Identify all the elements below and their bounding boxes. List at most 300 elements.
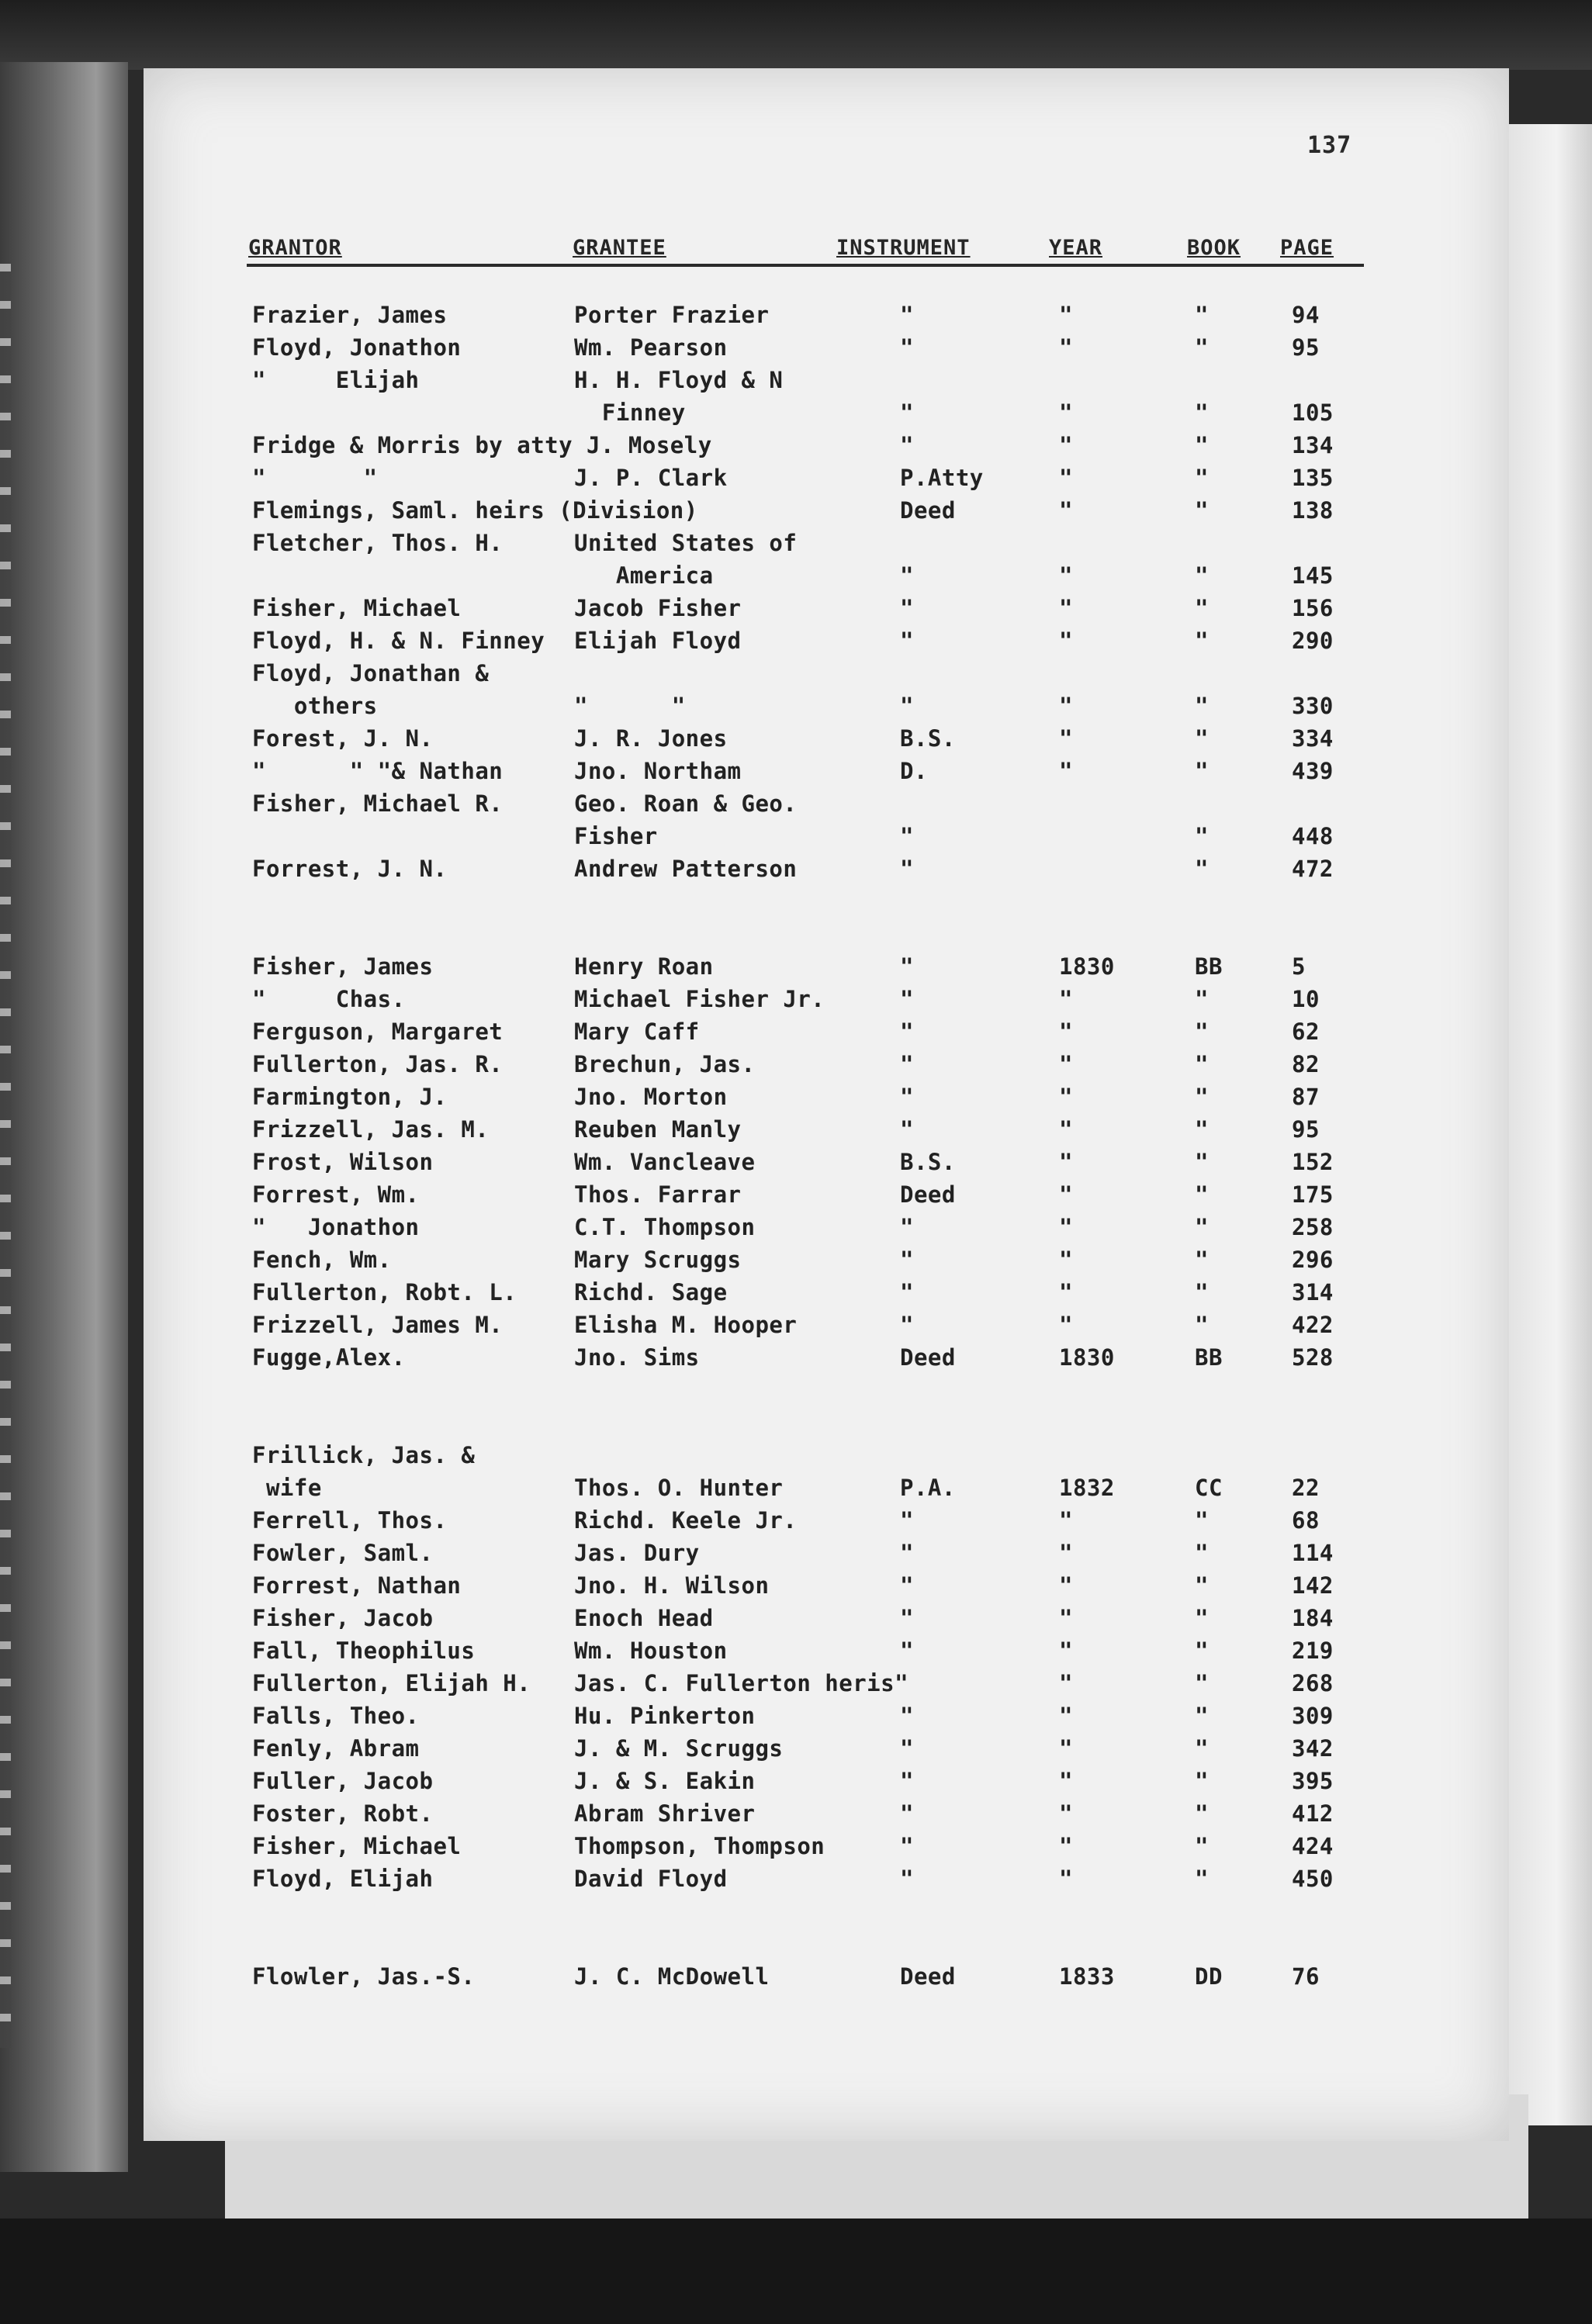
- cell-grantee: Elisha M. Hooper: [574, 1312, 798, 1338]
- table-row: [0, 1146, 1592, 1178]
- cell-page: 258: [1292, 1214, 1334, 1240]
- cell-grantee: David Floyd: [574, 1866, 728, 1892]
- cell-instrument: ": [900, 1866, 914, 1892]
- cell-book: ": [1195, 497, 1209, 524]
- cell-year: ": [1059, 1312, 1073, 1338]
- cell-book: ": [1195, 1279, 1209, 1306]
- cell-page: 175: [1292, 1181, 1334, 1208]
- cell-book: ": [1195, 1605, 1209, 1631]
- cell-instrument: Deed: [900, 1181, 956, 1208]
- cell-page: 68: [1292, 1507, 1320, 1534]
- cell-grantee: Abram Shriver: [574, 1800, 756, 1827]
- cell-page: 152: [1292, 1149, 1334, 1175]
- cell-grantee: United States of: [574, 530, 798, 556]
- cell-year: ": [1059, 986, 1073, 1012]
- cell-page: 134: [1292, 432, 1334, 458]
- cell-book: ": [1195, 1866, 1209, 1892]
- cell-book: ": [1195, 856, 1209, 882]
- cell-instrument: B.S.: [900, 1149, 956, 1175]
- cell-book: BB: [1195, 1344, 1223, 1371]
- cell-page: 219: [1292, 1638, 1334, 1664]
- cell-page: 448: [1292, 823, 1334, 849]
- cell-grantor: Fisher, Jacob: [252, 1605, 434, 1631]
- cell-book: ": [1195, 1833, 1209, 1859]
- cell-book: ": [1195, 432, 1209, 458]
- header-book: BOOK: [1187, 236, 1241, 260]
- cell-book: ": [1195, 725, 1209, 752]
- table-row: [0, 1015, 1592, 1048]
- cell-year: 1833: [1059, 1963, 1115, 1990]
- cell-grantor: Fullerton, Jas. R.: [252, 1051, 504, 1077]
- cell-grantor: Frizzell, James M.: [252, 1312, 504, 1338]
- cell-page: 472: [1292, 856, 1334, 882]
- cell-grantor: Floyd, Jonathon: [252, 334, 462, 361]
- cell-grantor: Frost, Wilson: [252, 1149, 434, 1175]
- cell-grantee: Jno. Morton: [574, 1084, 728, 1110]
- cell-grantor: " ": [252, 465, 378, 491]
- cell-book: ": [1195, 823, 1209, 849]
- table-row: [0, 1634, 1592, 1667]
- header-rule: [247, 264, 1364, 267]
- table-row: [0, 1960, 1592, 1993]
- cell-grantee: Thos. O. Hunter: [574, 1475, 784, 1501]
- cell-grantor: Fullerton, Robt. L.: [252, 1279, 517, 1306]
- table-row: [0, 462, 1592, 494]
- cell-grantee: H. H. Floyd & N: [574, 367, 784, 393]
- table-row: [0, 1211, 1592, 1243]
- cell-page: 314: [1292, 1279, 1334, 1306]
- cell-grantor: Fench, Wm.: [252, 1247, 392, 1273]
- cell-book: ": [1195, 1084, 1209, 1110]
- cell-page: 309: [1292, 1703, 1334, 1729]
- cell-grantee: J. R. Jones: [574, 725, 728, 752]
- table-row: [0, 1602, 1592, 1634]
- cell-instrument: ": [900, 823, 914, 849]
- film-border-top: [0, 0, 1592, 70]
- cell-grantor: Fletcher, Thos. H.: [252, 530, 504, 556]
- cell-instrument: B.S.: [900, 725, 956, 752]
- table-row: [0, 983, 1592, 1015]
- cell-year: ": [1059, 1279, 1073, 1306]
- cell-book: ": [1195, 1018, 1209, 1045]
- cell-year: ": [1059, 1149, 1073, 1175]
- cell-year: ": [1059, 1116, 1073, 1143]
- cell-year: ": [1059, 399, 1073, 426]
- cell-book: ": [1195, 1312, 1209, 1338]
- cell-book: ": [1195, 1149, 1209, 1175]
- cell-instrument: ": [900, 302, 914, 328]
- cell-grantee: Jas. Dury: [574, 1540, 700, 1566]
- table-row: [0, 1081, 1592, 1113]
- cell-grantor: Flemings, Saml. heirs (Division): [252, 497, 698, 524]
- cell-instrument: ": [900, 1800, 914, 1827]
- cell-grantor: Flowler, Jas.-S.: [252, 1963, 476, 1990]
- cell-book: ": [1195, 1800, 1209, 1827]
- cell-year: ": [1059, 758, 1073, 784]
- cell-year: ": [1059, 334, 1073, 361]
- cell-grantor: Floyd, Jonathan &: [252, 660, 490, 686]
- cell-book: ": [1195, 399, 1209, 426]
- cell-page: 114: [1292, 1540, 1334, 1566]
- cell-page: 424: [1292, 1833, 1334, 1859]
- table-row: [0, 722, 1592, 755]
- table-row: [0, 592, 1592, 624]
- table-row: [0, 429, 1592, 462]
- cell-grantor: Fridge & Morris by atty J. Mosely: [252, 432, 712, 458]
- cell-instrument: ": [900, 1540, 914, 1566]
- cell-page: 145: [1292, 562, 1334, 589]
- cell-book: ": [1195, 628, 1209, 654]
- cell-grantor: " " "& Nathan: [252, 758, 504, 784]
- cell-grantee: J. & S. Eakin: [574, 1768, 756, 1794]
- cell-book: ": [1195, 693, 1209, 719]
- cell-book: ": [1195, 1670, 1209, 1696]
- cell-grantee: J. & M. Scruggs: [574, 1735, 784, 1762]
- cell-grantor: Forrest, J. N.: [252, 856, 448, 882]
- cell-year: ": [1059, 1866, 1073, 1892]
- table-row: [0, 690, 1592, 722]
- cell-grantee: Reuben Manly: [574, 1116, 742, 1143]
- table-row: [0, 950, 1592, 983]
- cell-book: DD: [1195, 1963, 1223, 1990]
- table-row: [0, 1765, 1592, 1797]
- cell-grantee: Jas. C. Fullerton heris": [574, 1670, 909, 1696]
- table-row: [0, 299, 1592, 331]
- cell-grantee: Mary Scruggs: [574, 1247, 742, 1273]
- cell-book: ": [1195, 1540, 1209, 1566]
- cell-instrument: ": [900, 953, 914, 980]
- cell-book: ": [1195, 1572, 1209, 1599]
- cell-grantee: Wm. Vancleave: [574, 1149, 756, 1175]
- cell-page: 184: [1292, 1605, 1334, 1631]
- cell-book: ": [1195, 302, 1209, 328]
- cell-book: ": [1195, 1214, 1209, 1240]
- cell-instrument: ": [900, 1051, 914, 1077]
- cell-grantee: Porter Frazier: [574, 302, 770, 328]
- cell-page: 268: [1292, 1670, 1334, 1696]
- cell-grantee: " ": [574, 693, 686, 719]
- cell-book: ": [1195, 334, 1209, 361]
- cell-book: ": [1195, 1638, 1209, 1664]
- cell-grantor: Floyd, Elijah: [252, 1866, 434, 1892]
- cell-instrument: ": [900, 1507, 914, 1534]
- table-row: [0, 1472, 1592, 1504]
- table-row: [0, 331, 1592, 364]
- cell-instrument: ": [900, 1312, 914, 1338]
- cell-grantee: Elijah Floyd: [574, 628, 742, 654]
- cell-instrument: ": [900, 1605, 914, 1631]
- cell-instrument: ": [900, 986, 914, 1012]
- table-row: [0, 494, 1592, 527]
- cell-grantee: Enoch Head: [574, 1605, 714, 1631]
- cell-grantee: Geo. Roan & Geo.: [574, 790, 798, 817]
- cell-year: ": [1059, 1833, 1073, 1859]
- cell-book: CC: [1195, 1475, 1223, 1501]
- cell-grantor: Fisher, James: [252, 953, 434, 980]
- cell-instrument: D.: [900, 758, 928, 784]
- table-row: [0, 1243, 1592, 1276]
- table-row: [0, 624, 1592, 657]
- cell-book: ": [1195, 1051, 1209, 1077]
- table-row: [0, 1178, 1592, 1211]
- cell-grantee: J. C. McDowell: [574, 1963, 770, 1990]
- table-row: [0, 1700, 1592, 1732]
- cell-year: ": [1059, 1247, 1073, 1273]
- cell-grantor: Fullerton, Elijah H.: [252, 1670, 531, 1696]
- cell-page: 76: [1292, 1963, 1320, 1990]
- cell-instrument: ": [900, 399, 914, 426]
- cell-year: ": [1059, 302, 1073, 328]
- cell-book: ": [1195, 1247, 1209, 1273]
- cell-book: ": [1195, 1768, 1209, 1794]
- cell-grantee: Jno. Northam: [574, 758, 742, 784]
- cell-page: 296: [1292, 1247, 1334, 1273]
- table-row: [0, 852, 1592, 885]
- cell-grantor: Fisher, Michael R.: [252, 790, 504, 817]
- cell-year: ": [1059, 1214, 1073, 1240]
- cell-book: ": [1195, 562, 1209, 589]
- cell-book: ": [1195, 595, 1209, 621]
- cell-year: ": [1059, 1800, 1073, 1827]
- cell-year: ": [1059, 432, 1073, 458]
- cell-year: ": [1059, 628, 1073, 654]
- cell-book: ": [1195, 1735, 1209, 1762]
- cell-grantor: Fisher, Michael: [252, 1833, 462, 1859]
- cell-page: 412: [1292, 1800, 1334, 1827]
- cell-grantor: Forrest, Nathan: [252, 1572, 462, 1599]
- table-row: [0, 1341, 1592, 1374]
- cell-grantor: Frizzell, Jas. M.: [252, 1116, 490, 1143]
- cell-year: 1830: [1059, 1344, 1115, 1371]
- cell-page: 422: [1292, 1312, 1334, 1338]
- cell-instrument: Deed: [900, 497, 956, 524]
- cell-page: 395: [1292, 1768, 1334, 1794]
- cell-instrument: ": [900, 1247, 914, 1273]
- table-row: [0, 1048, 1592, 1081]
- cell-year: ": [1059, 1572, 1073, 1599]
- cell-year: ": [1059, 1181, 1073, 1208]
- cell-instrument: ": [900, 856, 914, 882]
- cell-grantee: Thompson, Thompson: [574, 1833, 825, 1859]
- cell-year: 1830: [1059, 953, 1115, 980]
- cell-year: ": [1059, 1051, 1073, 1077]
- cell-grantor: Fenly, Abram: [252, 1735, 420, 1762]
- header-grantee: GRANTEE: [573, 236, 666, 260]
- cell-instrument: Deed: [900, 1963, 956, 1990]
- cell-book: ": [1195, 1181, 1209, 1208]
- cell-grantee: Finney: [574, 399, 686, 426]
- cell-year: ": [1059, 465, 1073, 491]
- table-row: [0, 396, 1592, 429]
- cell-year: ": [1059, 1703, 1073, 1729]
- cell-instrument: ": [900, 1638, 914, 1664]
- cell-year: ": [1059, 725, 1073, 752]
- table-row: [0, 755, 1592, 787]
- cell-book: ": [1195, 465, 1209, 491]
- cell-grantor: Farmington, J.: [252, 1084, 448, 1110]
- cell-page: 82: [1292, 1051, 1320, 1077]
- cell-instrument: ": [900, 1768, 914, 1794]
- cell-instrument: ": [900, 432, 914, 458]
- cell-year: ": [1059, 562, 1073, 589]
- cell-grantor: Ferrell, Thos.: [252, 1507, 448, 1534]
- cell-page: 450: [1292, 1866, 1334, 1892]
- table-row: [0, 559, 1592, 592]
- table-row: [0, 1276, 1592, 1309]
- cell-page: 290: [1292, 628, 1334, 654]
- cell-instrument: ": [900, 1572, 914, 1599]
- cell-year: 1832: [1059, 1475, 1115, 1501]
- cell-page: 142: [1292, 1572, 1334, 1599]
- cell-instrument: ": [900, 1735, 914, 1762]
- cell-instrument: ": [900, 628, 914, 654]
- table-row: [0, 1569, 1592, 1602]
- cell-grantee: Hu. Pinkerton: [574, 1703, 756, 1729]
- table-row: [0, 1537, 1592, 1569]
- cell-grantor: Falls, Theo.: [252, 1703, 420, 1729]
- cell-instrument: ": [900, 1214, 914, 1240]
- cell-grantor: wife: [252, 1475, 322, 1501]
- table-row: [0, 1862, 1592, 1895]
- cell-page: 62: [1292, 1018, 1320, 1045]
- cell-year: ": [1059, 1735, 1073, 1762]
- film-border-bottom: [0, 2219, 1592, 2324]
- cell-grantee: Richd. Keele Jr.: [574, 1507, 798, 1534]
- cell-grantor: Fuller, Jacob: [252, 1768, 434, 1794]
- table-row: [0, 1732, 1592, 1765]
- cell-grantor: " Chas.: [252, 986, 406, 1012]
- cell-grantor: Fisher, Michael: [252, 595, 462, 621]
- cell-grantor: Fugge,Alex.: [252, 1344, 406, 1371]
- cell-page: 87: [1292, 1084, 1320, 1110]
- cell-grantor: Fowler, Saml.: [252, 1540, 434, 1566]
- cell-year: ": [1059, 1507, 1073, 1534]
- table-row: [0, 1113, 1592, 1146]
- cell-year: ": [1059, 1768, 1073, 1794]
- table-row: [0, 364, 1592, 396]
- cell-instrument: ": [900, 1116, 914, 1143]
- cell-page: 105: [1292, 399, 1334, 426]
- cell-year: ": [1059, 1084, 1073, 1110]
- cell-grantor: " Jonathon: [252, 1214, 420, 1240]
- cell-grantee: Brechun, Jas.: [574, 1051, 756, 1077]
- cell-grantor: Foster, Robt.: [252, 1800, 434, 1827]
- table-row: [0, 1439, 1592, 1472]
- cell-instrument: ": [900, 1703, 914, 1729]
- cell-grantee: Mary Caff: [574, 1018, 700, 1045]
- table-row: [0, 1309, 1592, 1341]
- cell-grantee: Andrew Patterson: [574, 856, 798, 882]
- cell-grantee: Jno. Sims: [574, 1344, 700, 1371]
- table-row: [0, 1830, 1592, 1862]
- cell-year: ": [1059, 1638, 1073, 1664]
- cell-grantor: Frazier, James: [252, 302, 448, 328]
- cell-page: 135: [1292, 465, 1334, 491]
- cell-grantee: C.T. Thompson: [574, 1214, 756, 1240]
- cell-grantor: Forrest, Wm.: [252, 1181, 420, 1208]
- table-row: [0, 1667, 1592, 1700]
- cell-grantee: Jacob Fisher: [574, 595, 742, 621]
- cell-grantee: Richd. Sage: [574, 1279, 728, 1306]
- cell-book: ": [1195, 758, 1209, 784]
- table-row: [0, 820, 1592, 852]
- table-row: [0, 1797, 1592, 1830]
- cell-year: ": [1059, 497, 1073, 524]
- cell-year: ": [1059, 693, 1073, 719]
- header-page: PAGE: [1280, 236, 1334, 260]
- cell-grantor: Ferguson, Margaret: [252, 1018, 504, 1045]
- cell-grantee: Jno. H. Wilson: [574, 1572, 770, 1599]
- cell-year: ": [1059, 1670, 1073, 1696]
- table-row: [0, 787, 1592, 820]
- cell-year: ": [1059, 595, 1073, 621]
- cell-book: ": [1195, 986, 1209, 1012]
- cell-instrument: Deed: [900, 1344, 956, 1371]
- cell-grantor: Fall, Theophilus: [252, 1638, 476, 1664]
- cell-book: ": [1195, 1703, 1209, 1729]
- cell-instrument: ": [900, 1833, 914, 1859]
- cell-instrument: ": [900, 562, 914, 589]
- cell-instrument: P.A.: [900, 1475, 956, 1501]
- cell-grantee: Michael Fisher Jr.: [574, 986, 825, 1012]
- cell-book: ": [1195, 1116, 1209, 1143]
- table-row: [0, 657, 1592, 690]
- cell-page: 330: [1292, 693, 1334, 719]
- cell-grantee: Henry Roan: [574, 953, 714, 980]
- cell-grantee: Wm. Pearson: [574, 334, 728, 361]
- cell-page: 156: [1292, 595, 1334, 621]
- cell-instrument: ": [900, 1084, 914, 1110]
- cell-instrument: ": [900, 1279, 914, 1306]
- cell-grantee: Fisher: [574, 823, 658, 849]
- cell-grantee: America: [574, 562, 714, 589]
- cell-page: 528: [1292, 1344, 1334, 1371]
- cell-grantee: Thos. Farrar: [574, 1181, 742, 1208]
- cell-year: ": [1059, 1605, 1073, 1631]
- table-row: [0, 527, 1592, 559]
- cell-instrument: ": [900, 693, 914, 719]
- cell-book: ": [1195, 1507, 1209, 1534]
- cell-book: BB: [1195, 953, 1223, 980]
- cell-instrument: ": [900, 334, 914, 361]
- cell-page: 95: [1292, 1116, 1320, 1143]
- cell-year: ": [1059, 1018, 1073, 1045]
- table-row: [0, 1504, 1592, 1537]
- cell-grantee: Wm. Houston: [574, 1638, 728, 1664]
- header-year: YEAR: [1049, 236, 1103, 260]
- cell-page: 342: [1292, 1735, 1334, 1762]
- cell-page: 334: [1292, 725, 1334, 752]
- cell-grantor: others: [252, 693, 378, 719]
- cell-instrument: P.Atty: [900, 465, 984, 491]
- cell-year: ": [1059, 1540, 1073, 1566]
- cell-grantor: Forest, J. N.: [252, 725, 434, 752]
- cell-page: 94: [1292, 302, 1320, 328]
- cell-grantor: Frillick, Jas. &: [252, 1442, 476, 1468]
- cell-page: 138: [1292, 497, 1334, 524]
- cell-page: 439: [1292, 758, 1334, 784]
- cell-grantor: Floyd, H. & N. Finney: [252, 628, 545, 654]
- cell-grantee: J. P. Clark: [574, 465, 728, 491]
- header-grantor: GRANTOR: [248, 236, 342, 260]
- header-instrument: INSTRUMENT: [836, 236, 971, 260]
- cell-page: 22: [1292, 1475, 1320, 1501]
- page-number: 137: [1307, 132, 1352, 159]
- cell-grantor: " Elijah: [252, 367, 420, 393]
- cell-instrument: ": [900, 595, 914, 621]
- cell-instrument: ": [900, 1018, 914, 1045]
- cell-page: 95: [1292, 334, 1320, 361]
